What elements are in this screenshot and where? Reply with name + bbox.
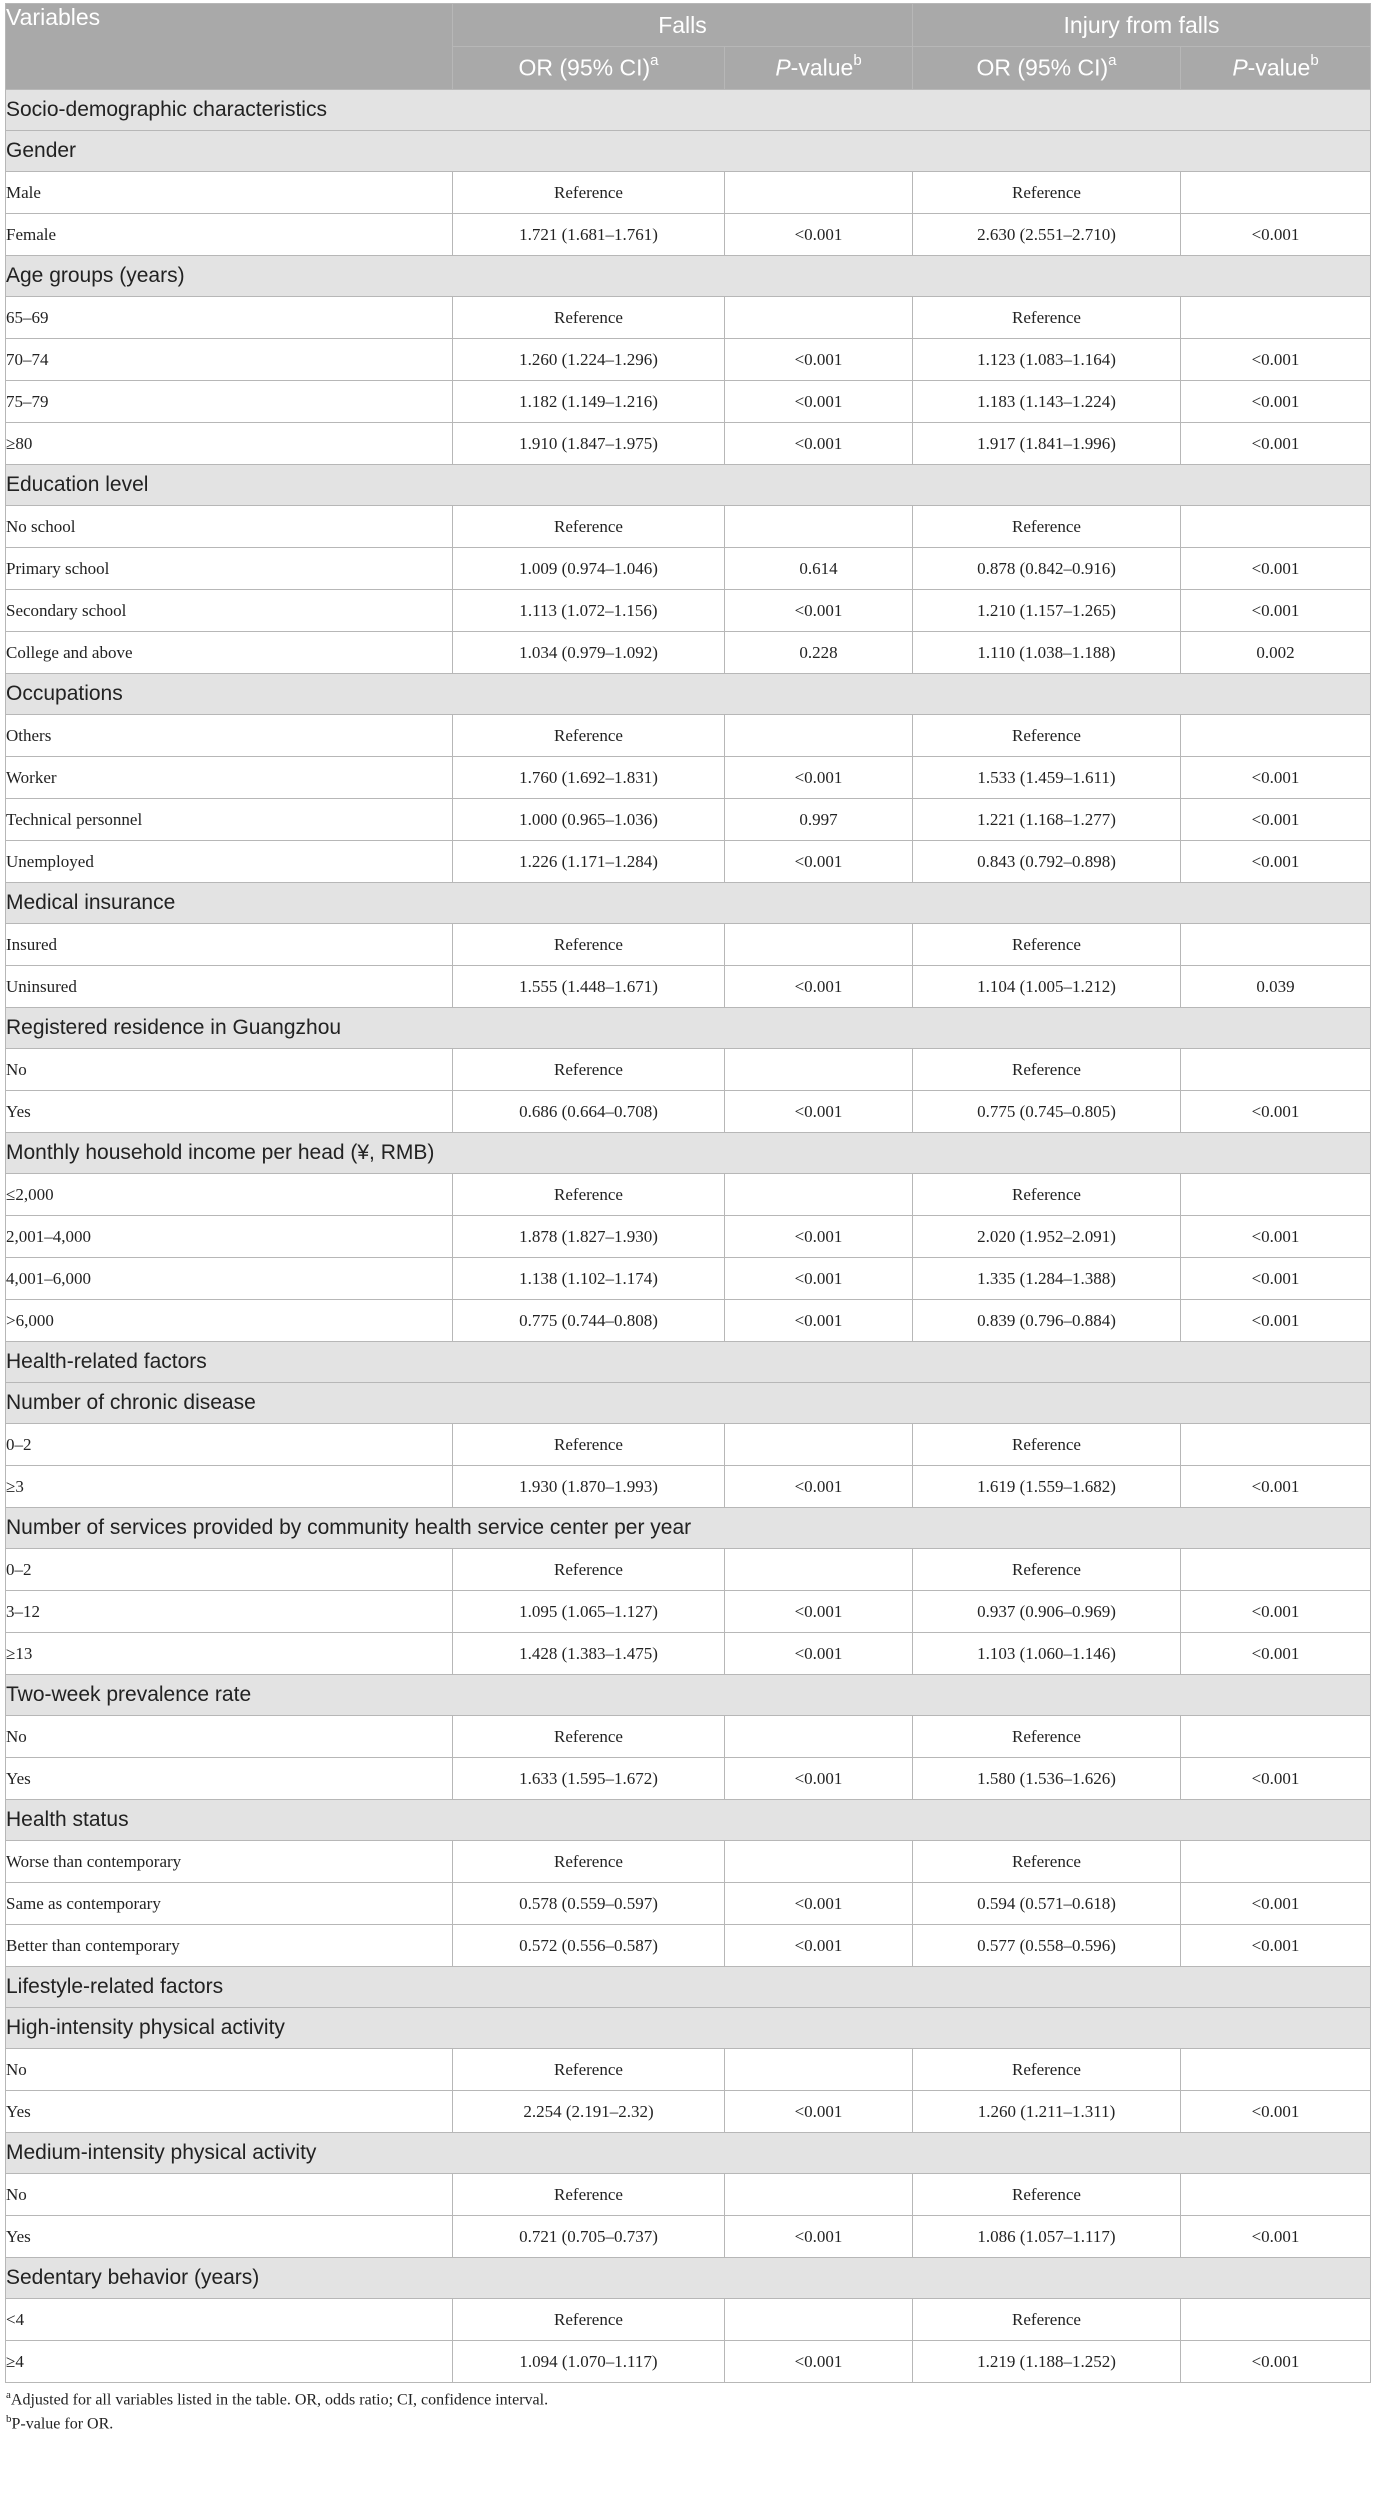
section-label: Health-related factors [6, 1342, 1371, 1383]
falls-p-cell: <0.001 [725, 1300, 913, 1342]
injury-or-cell: 0.878 (0.842–0.916) [913, 548, 1181, 590]
group-label: Education level [6, 465, 1371, 506]
falls-p-cell: <0.001 [725, 1216, 913, 1258]
table-row [6, 799, 1371, 841]
group-row [6, 883, 1371, 924]
injury-p-cell [1181, 506, 1371, 548]
injury-p-cell: <0.001 [1181, 1466, 1371, 1508]
group-label: High-intensity physical activity [6, 2008, 1371, 2049]
table-row [6, 841, 1371, 883]
injury-p-cell [1181, 1716, 1371, 1758]
injury-or-cell: 0.577 (0.558–0.596) [913, 1925, 1181, 1967]
group-row [6, 2008, 1371, 2049]
injury-p-cell: <0.001 [1181, 1925, 1371, 1967]
group-label: Registered residence in Guangzhou [6, 1008, 1371, 1049]
row-label: 70–74 [6, 339, 453, 381]
row-label: Yes [6, 2216, 453, 2258]
table-body [6, 90, 1371, 2383]
row-label: 0–2 [6, 1549, 453, 1591]
falls-p-cell [725, 2174, 913, 2216]
injury-or-cell: 1.086 (1.057–1.117) [913, 2216, 1181, 2258]
results-table [5, 3, 1371, 2383]
falls-p-cell: <0.001 [725, 2091, 913, 2133]
injury-or-cell: Reference [913, 924, 1181, 966]
section-row [6, 1342, 1371, 1383]
injury-or-cell: Reference [913, 1549, 1181, 1591]
row-label: Male [6, 172, 453, 214]
injury-p-cell [1181, 2174, 1371, 2216]
group-label: Sedentary behavior (years) [6, 2258, 1371, 2299]
falls-p-cell [725, 1049, 913, 1091]
falls-or-cell: 1.555 (1.448–1.671) [453, 966, 725, 1008]
falls-or-cell: 1.182 (1.149–1.216) [453, 381, 725, 423]
injury-p-cell: <0.001 [1181, 548, 1371, 590]
row-label: Unemployed [6, 841, 453, 883]
group-row [6, 1675, 1371, 1716]
falls-p-cell: <0.001 [725, 1883, 913, 1925]
injury-p-cell: <0.001 [1181, 2216, 1371, 2258]
falls-p-cell: <0.001 [725, 381, 913, 423]
table-row [6, 1216, 1371, 1258]
group-label: Number of chronic disease [6, 1383, 1371, 1424]
falls-p-cell: <0.001 [725, 841, 913, 883]
falls-header: Falls [453, 4, 913, 47]
falls-or-cell: 1.878 (1.827–1.930) [453, 1216, 725, 1258]
row-label: ≥13 [6, 1633, 453, 1675]
injury-p-cell [1181, 297, 1371, 339]
falls-or-cell: 0.578 (0.559–0.597) [453, 1883, 725, 1925]
group-row [6, 674, 1371, 715]
section-label: Socio-demographic characteristics [6, 90, 1371, 131]
row-label: 2,001–4,000 [6, 1216, 453, 1258]
row-label: ≥80 [6, 423, 453, 465]
falls-or-cell: 1.034 (0.979–1.092) [453, 632, 725, 674]
table-row [6, 1300, 1371, 1342]
injury-header: Injury from falls [913, 4, 1371, 47]
table-row [6, 757, 1371, 799]
row-label: College and above [6, 632, 453, 674]
falls-p-cell [725, 2299, 913, 2341]
injury-p-cell: <0.001 [1181, 1300, 1371, 1342]
injury-p-cell [1181, 1174, 1371, 1216]
falls-or-cell: 1.633 (1.595–1.672) [453, 1758, 725, 1800]
injury-or-cell: 1.110 (1.038–1.188) [913, 632, 1181, 674]
table-row [6, 2341, 1371, 2383]
falls-p-cell: <0.001 [725, 757, 913, 799]
injury-or-cell: Reference [913, 715, 1181, 757]
injury-p-cell: <0.001 [1181, 799, 1371, 841]
falls-p-cell: <0.001 [725, 1633, 913, 1675]
row-label: >6,000 [6, 1300, 453, 1342]
injury-or-cell: 1.221 (1.168–1.277) [913, 799, 1181, 841]
falls-or-cell: 1.910 (1.847–1.975) [453, 423, 725, 465]
injury-p-cell: <0.001 [1181, 1883, 1371, 1925]
injury-p-cell: <0.001 [1181, 1633, 1371, 1675]
injury-or-cell: 1.104 (1.005–1.212) [913, 966, 1181, 1008]
table-row [6, 1841, 1371, 1883]
injury-p-cell [1181, 924, 1371, 966]
row-label: ≤2,000 [6, 1174, 453, 1216]
falls-or-cell: Reference [453, 1424, 725, 1466]
row-label: 65–69 [6, 297, 453, 339]
falls-or-cell: 2.254 (2.191–2.32) [453, 2091, 725, 2133]
injury-p-cell: <0.001 [1181, 214, 1371, 256]
falls-p-cell: <0.001 [725, 1091, 913, 1133]
group-label: Health status [6, 1800, 1371, 1841]
row-label: Yes [6, 1758, 453, 1800]
falls-p-cell [725, 1549, 913, 1591]
group-label: Monthly household income per head (¥, RMB) [6, 1133, 1371, 1174]
table-row [6, 1174, 1371, 1216]
row-label: Others [6, 715, 453, 757]
group-label: Gender [6, 131, 1371, 172]
falls-or-header: OR (95% CI)$^a$ [453, 47, 725, 90]
injury-or-cell: 1.619 (1.559–1.682) [913, 1466, 1181, 1508]
falls-p-cell: <0.001 [725, 339, 913, 381]
falls-or-cell: Reference [453, 1549, 725, 1591]
table-row [6, 339, 1371, 381]
falls-or-cell: 1.113 (1.072–1.156) [453, 590, 725, 632]
injury-or-cell: Reference [913, 297, 1181, 339]
injury-or-cell: Reference [913, 1424, 1181, 1466]
row-label: ≥4 [6, 2341, 453, 2383]
falls-or-cell: Reference [453, 506, 725, 548]
group-label: Medical insurance [6, 883, 1371, 924]
falls-or-cell: Reference [453, 1716, 725, 1758]
row-label: Primary school [6, 548, 453, 590]
row-label: Uninsured [6, 966, 453, 1008]
footnote-a: $^a$Adjusted for all variables listed in the table. OR, odds ratio; CI, confidence interval. [6, 2389, 549, 2409]
falls-p-cell [725, 1174, 913, 1216]
row-label: ≥3 [6, 1466, 453, 1508]
table-row [6, 548, 1371, 590]
injury-or-cell: 0.594 (0.571–0.618) [913, 1883, 1181, 1925]
table-row [6, 1883, 1371, 1925]
falls-p-cell: 0.997 [725, 799, 913, 841]
falls-or-cell: 0.686 (0.664–0.708) [453, 1091, 725, 1133]
table-row [6, 1466, 1371, 1508]
falls-p-cell [725, 1841, 913, 1883]
falls-p-cell [725, 1716, 913, 1758]
group-row [6, 465, 1371, 506]
falls-p-cell [725, 715, 913, 757]
table-row [6, 2091, 1371, 2133]
table-row [6, 1633, 1371, 1675]
falls-p-cell: <0.001 [725, 214, 913, 256]
falls-or-cell: 1.721 (1.681–1.761) [453, 214, 725, 256]
injury-or-cell: 1.533 (1.459–1.611) [913, 757, 1181, 799]
table-row [6, 924, 1371, 966]
table-row [6, 297, 1371, 339]
falls-or-cell: Reference [453, 2299, 725, 2341]
table-row [6, 1716, 1371, 1758]
injury-p-cell: 0.002 [1181, 632, 1371, 674]
injury-p-cell: <0.001 [1181, 2341, 1371, 2383]
injury-or-cell: 1.210 (1.157–1.265) [913, 590, 1181, 632]
row-label: Yes [6, 2091, 453, 2133]
injury-or-cell: 1.335 (1.284–1.388) [913, 1258, 1181, 1300]
row-label: No school [6, 506, 453, 548]
injury-p-cell: 0.039 [1181, 966, 1371, 1008]
table-row [6, 715, 1371, 757]
falls-p-cell [725, 297, 913, 339]
falls-or-cell: Reference [453, 297, 725, 339]
row-label: Worse than contemporary [6, 1841, 453, 1883]
group-row [6, 1800, 1371, 1841]
group-row [6, 131, 1371, 172]
row-label: Same as contemporary [6, 1883, 453, 1925]
section-row [6, 1967, 1371, 2008]
injury-or-cell: 1.219 (1.188–1.252) [913, 2341, 1181, 2383]
falls-p-cell [725, 1424, 913, 1466]
falls-p-cell: <0.001 [725, 1591, 913, 1633]
table-row [6, 2174, 1371, 2216]
row-label: 75–79 [6, 381, 453, 423]
falls-p-cell: <0.001 [725, 1925, 913, 1967]
footnote-b: $^b$P-value for OR. [6, 2413, 114, 2433]
table-row [6, 632, 1371, 674]
group-row [6, 1008, 1371, 1049]
group-row [6, 1508, 1371, 1549]
falls-p-cell: <0.001 [725, 1466, 913, 1508]
falls-p-cell [725, 506, 913, 548]
falls-p-cell [725, 172, 913, 214]
injury-or-cell: Reference [913, 1174, 1181, 1216]
row-label: Better than contemporary [6, 1925, 453, 1967]
injury-p-cell [1181, 2049, 1371, 2091]
falls-or-cell: 1.094 (1.070–1.117) [453, 2341, 725, 2383]
injury-p-cell: <0.001 [1181, 381, 1371, 423]
table-row [6, 2216, 1371, 2258]
variables-header: Variables [6, 4, 453, 90]
injury-or-cell: 1.123 (1.083–1.164) [913, 339, 1181, 381]
table-row [6, 2049, 1371, 2091]
table-row [6, 172, 1371, 214]
falls-or-cell: Reference [453, 715, 725, 757]
injury-p-header: P-value$^b$ [1181, 47, 1371, 90]
injury-or-cell: 1.183 (1.143–1.224) [913, 381, 1181, 423]
injury-p-cell: <0.001 [1181, 1591, 1371, 1633]
group-label: Number of services provided by community health service center per year [6, 1508, 1371, 1549]
falls-p-cell [725, 924, 913, 966]
falls-or-cell: Reference [453, 1174, 725, 1216]
falls-or-cell: Reference [453, 2049, 725, 2091]
injury-or-cell: Reference [913, 1049, 1181, 1091]
falls-p-cell: <0.001 [725, 590, 913, 632]
row-label: Secondary school [6, 590, 453, 632]
group-row [6, 1133, 1371, 1174]
falls-p-cell: <0.001 [725, 423, 913, 465]
row-label: 4,001–6,000 [6, 1258, 453, 1300]
falls-or-cell: 0.572 (0.556–0.587) [453, 1925, 725, 1967]
falls-or-cell: 0.721 (0.705–0.737) [453, 2216, 725, 2258]
row-label: Worker [6, 757, 453, 799]
row-label: Yes [6, 1091, 453, 1133]
injury-or-cell: 2.020 (1.952–2.091) [913, 1216, 1181, 1258]
row-label: Female [6, 214, 453, 256]
group-label: Two-week prevalence rate [6, 1675, 1371, 1716]
falls-or-cell: Reference [453, 172, 725, 214]
injury-p-cell [1181, 1841, 1371, 1883]
falls-or-cell: 1.095 (1.065–1.127) [453, 1591, 725, 1633]
injury-or-cell: 2.630 (2.551–2.710) [913, 214, 1181, 256]
injury-p-cell [1181, 1424, 1371, 1466]
injury-p-cell [1181, 1049, 1371, 1091]
falls-or-cell: Reference [453, 2174, 725, 2216]
injury-p-cell: <0.001 [1181, 590, 1371, 632]
table-row [6, 506, 1371, 548]
table-row [6, 590, 1371, 632]
injury-p-cell [1181, 1549, 1371, 1591]
injury-or-cell: 1.917 (1.841–1.996) [913, 423, 1181, 465]
injury-p-cell [1181, 715, 1371, 757]
falls-or-cell: 1.760 (1.692–1.831) [453, 757, 725, 799]
table-row [6, 1549, 1371, 1591]
falls-p-cell [725, 2049, 913, 2091]
injury-p-cell: <0.001 [1181, 1258, 1371, 1300]
injury-or-cell: 0.843 (0.792–0.898) [913, 841, 1181, 883]
injury-or-cell: Reference [913, 1716, 1181, 1758]
table-row [6, 1925, 1371, 1967]
falls-or-cell: 1.000 (0.965–1.036) [453, 799, 725, 841]
injury-p-cell: <0.001 [1181, 423, 1371, 465]
injury-or-header: OR (95% CI)$^a$ [913, 47, 1181, 90]
falls-p-cell: <0.001 [725, 1258, 913, 1300]
injury-p-cell: <0.001 [1181, 339, 1371, 381]
falls-or-cell: 1.009 (0.974–1.046) [453, 548, 725, 590]
injury-or-cell: 1.260 (1.211–1.311) [913, 2091, 1181, 2133]
group-label: Medium-intensity physical activity [6, 2133, 1371, 2174]
falls-p-cell: 0.228 [725, 632, 913, 674]
group-row [6, 2133, 1371, 2174]
injury-p-cell: <0.001 [1181, 1091, 1371, 1133]
injury-or-cell: 1.580 (1.536–1.626) [913, 1758, 1181, 1800]
row-label: No [6, 1716, 453, 1758]
table-row [6, 1424, 1371, 1466]
group-row [6, 1383, 1371, 1424]
group-label: Age groups (years) [6, 256, 1371, 297]
row-label: 3–12 [6, 1591, 453, 1633]
falls-p-cell: <0.001 [725, 1758, 913, 1800]
injury-or-cell: Reference [913, 2049, 1181, 2091]
group-row [6, 2258, 1371, 2299]
row-label: <4 [6, 2299, 453, 2341]
table-row [6, 966, 1371, 1008]
falls-p-cell: <0.001 [725, 2341, 913, 2383]
row-label: Insured [6, 924, 453, 966]
row-label: No [6, 2049, 453, 2091]
row-label: Technical personnel [6, 799, 453, 841]
falls-p-cell: <0.001 [725, 2216, 913, 2258]
table-row [6, 381, 1371, 423]
table-row [6, 1591, 1371, 1633]
group-label: Occupations [6, 674, 1371, 715]
table-row [6, 1758, 1371, 1800]
injury-or-cell: Reference [913, 506, 1181, 548]
injury-or-cell: Reference [913, 1841, 1181, 1883]
table-row [6, 214, 1371, 256]
injury-or-cell: 0.775 (0.745–0.805) [913, 1091, 1181, 1133]
falls-or-cell: 1.138 (1.102–1.174) [453, 1258, 725, 1300]
falls-or-cell: 0.775 (0.744–0.808) [453, 1300, 725, 1342]
falls-p-cell: <0.001 [725, 966, 913, 1008]
falls-or-cell: Reference [453, 1841, 725, 1883]
row-label: No [6, 1049, 453, 1091]
group-row [6, 256, 1371, 297]
table-row [6, 1258, 1371, 1300]
row-label: No [6, 2174, 453, 2216]
injury-p-cell [1181, 172, 1371, 214]
section-label: Lifestyle-related factors [6, 1967, 1371, 2008]
falls-or-cell: Reference [453, 1049, 725, 1091]
injury-or-cell: 1.103 (1.060–1.146) [913, 1633, 1181, 1675]
table-row [6, 423, 1371, 465]
injury-p-cell: <0.001 [1181, 841, 1371, 883]
falls-or-cell: 1.226 (1.171–1.284) [453, 841, 725, 883]
injury-p-cell: <0.001 [1181, 1216, 1371, 1258]
table-row [6, 1091, 1371, 1133]
injury-or-cell: 0.839 (0.796–0.884) [913, 1300, 1181, 1342]
injury-or-cell: 0.937 (0.906–0.969) [913, 1591, 1181, 1633]
row-label: 0–2 [6, 1424, 453, 1466]
falls-or-cell: 1.428 (1.383–1.475) [453, 1633, 725, 1675]
injury-p-cell [1181, 2299, 1371, 2341]
injury-p-cell: <0.001 [1181, 1758, 1371, 1800]
table-row [6, 2299, 1371, 2341]
falls-or-cell: Reference [453, 924, 725, 966]
injury-or-cell: Reference [913, 172, 1181, 214]
falls-p-cell: 0.614 [725, 548, 913, 590]
injury-or-cell: Reference [913, 2299, 1181, 2341]
injury-p-cell: <0.001 [1181, 757, 1371, 799]
falls-or-cell: 1.260 (1.224–1.296) [453, 339, 725, 381]
table-row [6, 1049, 1371, 1091]
section-row [6, 90, 1371, 131]
falls-p-header: P-value$^b$ [725, 47, 913, 90]
injury-or-cell: Reference [913, 2174, 1181, 2216]
falls-or-cell: 1.930 (1.870–1.993) [453, 1466, 725, 1508]
injury-p-cell: <0.001 [1181, 2091, 1371, 2133]
